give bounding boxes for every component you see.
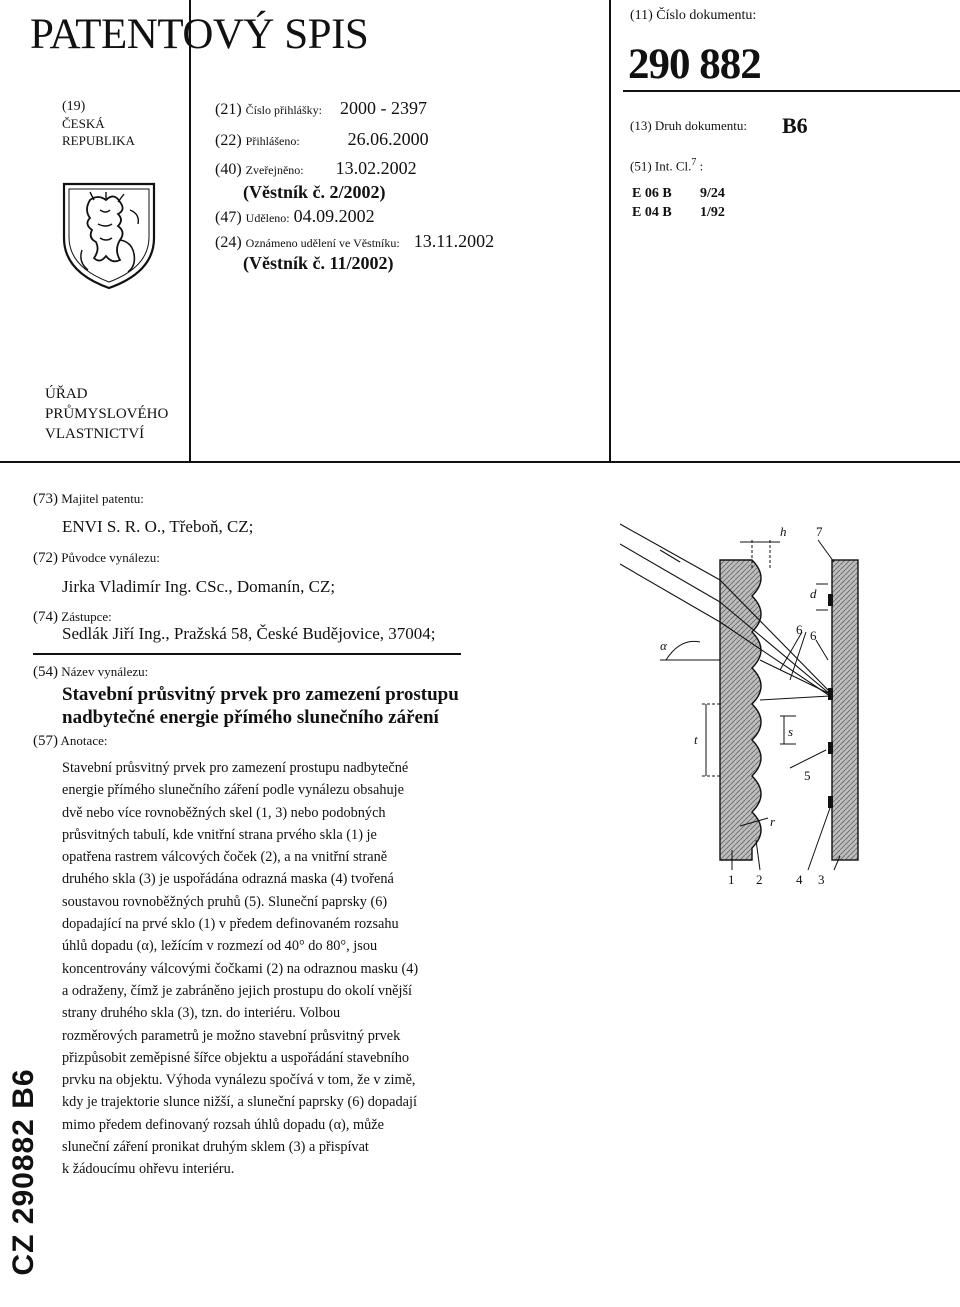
header-bottom-rule: [0, 461, 960, 463]
side-document-id-text: CZ 290882 B6: [7, 1068, 40, 1276]
announcement-bulletin: (Věstník č. 11/2002): [243, 253, 394, 273]
owner-label: (73) Majitel patentu:: [33, 491, 144, 507]
country-line1: ČESKÁ: [62, 116, 105, 131]
abstract-line: mimo předem definovaný rozsah úhlů dopadu (α), může: [62, 1116, 384, 1133]
publication-bulletin: (Věstník č. 2/2002): [243, 182, 386, 202]
fig-label-4: 4: [796, 872, 803, 887]
parties-bottom-rule: [33, 653, 461, 655]
doc-kind-label: (13) Druh dokumentu:: [630, 118, 747, 133]
fig-label-1: 1: [728, 872, 735, 887]
abstract-line: přizpůsobit zeměpisné šířce objektu a uspořádání stavebního: [62, 1049, 409, 1066]
abstract-line: rozměrových parametrů je možno stavební průsvitný prvek: [62, 1027, 401, 1044]
office-line3: VLASTNICTVÍ: [45, 426, 145, 442]
abstract-line: kdy je trajektorie slunce nižší, a sluneční paprsky (6) dopadají: [62, 1094, 417, 1111]
doc-number: 290 882: [628, 41, 761, 88]
abstract-label: (57) Anotace:: [33, 733, 108, 749]
fig-label-6b: 6: [810, 628, 817, 643]
invention-title-label: (54) Název vynálezu:: [33, 664, 149, 680]
abstract-line: úhlů dopadu (α), ležícím v rozmezí od 40° do 80°, jsou: [62, 938, 378, 955]
agent-value: Sedlák Jiří Ing., Pražská 58, České Budějovice, 37004;: [62, 624, 436, 643]
abstract-line: dvě nebo více rovnoběžných skel (1, 3) nebo podobných: [62, 804, 386, 821]
inventor-value: Jirka Vladimír Ing. CSc., Domanín, CZ;: [62, 577, 336, 596]
abstract-line: strany druhého skla (3), tzn. do interiéru. Volbou: [62, 1005, 341, 1022]
fig-label-t: t: [694, 732, 698, 747]
fig-label-3: 3: [818, 872, 825, 887]
country-block: [62, 98, 135, 149]
left-column-divider: [189, 0, 191, 462]
office-line2: PRŮMYSLOVÉHO: [45, 406, 169, 422]
classification-1: E 06 B 9/24: [632, 186, 725, 201]
abstract-line: energie přímého slunečního záření podle vynálezu obsahuje: [62, 782, 404, 799]
fig-label-r: r: [770, 814, 776, 829]
publication-date: (40) Zveřejněno: 13.02.2002: [215, 158, 417, 178]
abstract-line: druhého skla (3) je uspořádána odrazná maska (4) tvořená: [62, 871, 394, 888]
fig-label-d: d: [810, 586, 817, 601]
abstract-line: prvku na objektu. Výhoda vynálezu spočívá v tom, že v zimě,: [62, 1072, 416, 1089]
owner-value: ENVI S. R. O., Třeboň, CZ;: [62, 517, 254, 536]
grant-date: (47) Uděleno: 04.09.2002: [215, 206, 375, 226]
inventor-label: (72) Původce vynálezu:: [33, 550, 160, 566]
abstract-line: opatřena rastrem válcových čoček (2), a na vnitřní straně: [62, 849, 388, 866]
country-line2: REPUBLIKA: [62, 133, 135, 148]
abstract-text: [62, 757, 467, 1181]
right-column-divider: [609, 0, 611, 462]
abstract-line: a odraženy, čímž je zabráněno jejich prostupu do okolí vnější: [62, 982, 413, 999]
coat-of-arms-emblem: [60, 180, 158, 292]
fig-label-6a: 6: [796, 622, 803, 637]
office-line1: ÚŘAD: [45, 386, 88, 402]
doc-kind: B6: [782, 113, 808, 138]
agent-label: (74) Zástupce:: [33, 609, 112, 625]
int-cl-label: (51) Int. Cl.$^7$ :: [630, 157, 704, 174]
doc-number-label: (11) Číslo dokumentu:: [630, 8, 757, 23]
fig-label-alpha: α: [660, 638, 667, 653]
abstract-line: Stavební průsvitný prvek pro zamezení prostupu nadbytečné: [62, 760, 409, 776]
filing-date: (22) Přihlášeno: 26.06.2000: [215, 129, 429, 149]
fig-label-5: 5: [804, 768, 811, 783]
abstract-line: soustavou rovnoběžných pruhů (5). Sluneční paprsky (6): [62, 893, 388, 910]
grant-announcement-date: (24) Oznámeno udělení ve Věstníku: 13.11.2002: [215, 231, 495, 251]
invention-title: Stavební průsvitný prvek pro zamezení prostupu nadbytečné energie přímého slunečního záření: [62, 684, 459, 728]
office-block: [45, 384, 168, 444]
abstract-line: koncentrovány válcovými čočkami (2) na odraznou masku (4): [62, 960, 419, 977]
classification-list: [632, 184, 725, 222]
fig-label-h: h: [780, 524, 787, 539]
classification-2: E 04 B 1/92: [632, 205, 725, 220]
fig-label-2: 2: [756, 872, 763, 887]
abstract-line: sluneční záření pronikat druhým sklem (3) a přispívat: [62, 1139, 369, 1156]
abstract-line: průsvitných tabulí, kde vnitřní strana prvého skla (1) je: [62, 826, 377, 843]
number-underline: [623, 90, 960, 92]
fig-label-s: s: [788, 724, 794, 739]
side-document-id: [4, 1040, 44, 1305]
fig-label-7: 7: [816, 524, 823, 539]
abstract-line: k žádoucímu ohřevu interiéru.: [62, 1161, 235, 1178]
application-number: (21) Číslo přihlášky: 2000 - 2397: [215, 98, 427, 118]
country-code: (19): [62, 99, 86, 114]
second-glass-pane: [832, 560, 858, 860]
first-glass-pane: [720, 560, 761, 860]
document-title: PATENTOVÝ SPIS: [30, 11, 369, 58]
abstract-line: dopadající na prvé sklo (1) v předem definovaném rozsahu: [62, 916, 399, 933]
technical-drawing: [620, 510, 860, 900]
